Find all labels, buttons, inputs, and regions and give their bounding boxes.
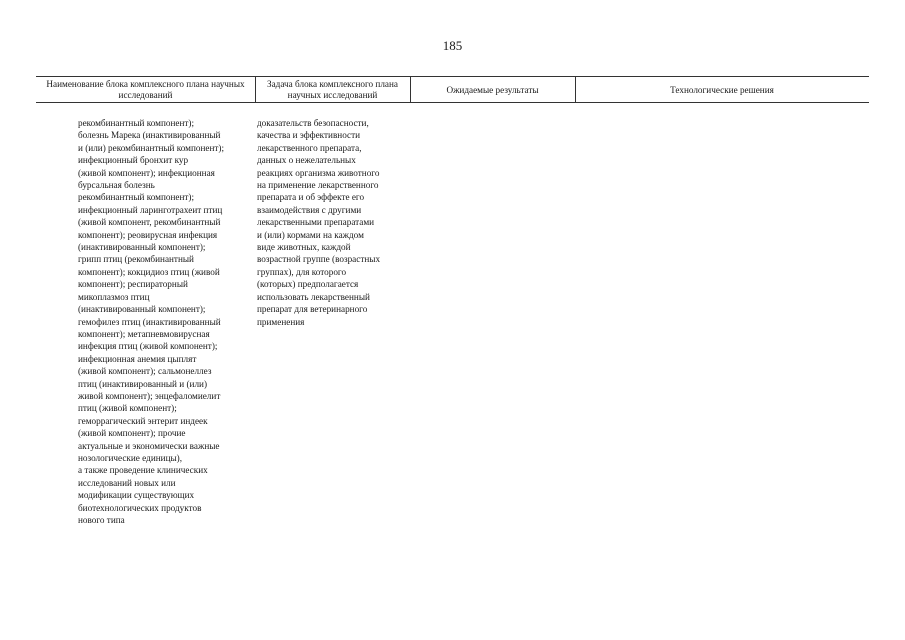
header-bottom-rule <box>36 102 869 103</box>
table-top-rule <box>36 76 869 77</box>
header-technological-solutions: Технологические решения <box>670 84 774 95</box>
header-expected-results: Ожидаемые результаты <box>446 84 539 95</box>
page-number: 185 <box>442 38 463 53</box>
cell-block-name: рекомбинантный компонент); болезнь Марека (инактивированный и (или) рекомбинантный компонент); инфекционный бронхит кур (живой компонент); инфекционная бурсальная болезнь рекомбинантный компонент); инфекционный ларинготрахеит птиц (живой компонент, рекомбинантный компонент); реовирусная инфекция (инактивированный компонент); грипп птиц (рекомбинантный компонент); кокцидиоз птиц (живой компонент); респираторный микоплазмоз птиц (инактивированный компонент); гемофилез птиц (инактивированный компонент); метапневмовирусная инфекция птиц (живой компонент); инфекционная анемия цыплят (живой компонент); сальмонеллез птиц (инактивированный и (или) живой компонент); энцефаломиелит птиц (живой компонент); геморрагический энтерит индеек (живой компонент); прочие актуальные и экономически важные нозологические единицы), а также проведение клинических исследований новых или модификации существующих биотехнологических продуктов нового типа <box>78 118 225 525</box>
cell-block-task: доказательств безопасности, качества и эффективности лекарственного препарата, данных о нежелательных реакциях организма животного на применение лекарственного препарата и об эффекте его взаимодействия с другими лекарственными препаратами и (или) кормами на каждом виде животных, каждой возрастной группе (возрастных группах), для которого (которых) предполагается использовать лекарственный препарат для ветеринарного применения <box>257 118 381 327</box>
header-block-task: Задача блока комплексного плана научных исследований <box>266 79 399 100</box>
column-divider <box>255 76 256 102</box>
header-block-name: Наименование блока комплексного плана научных исследований <box>46 79 245 100</box>
